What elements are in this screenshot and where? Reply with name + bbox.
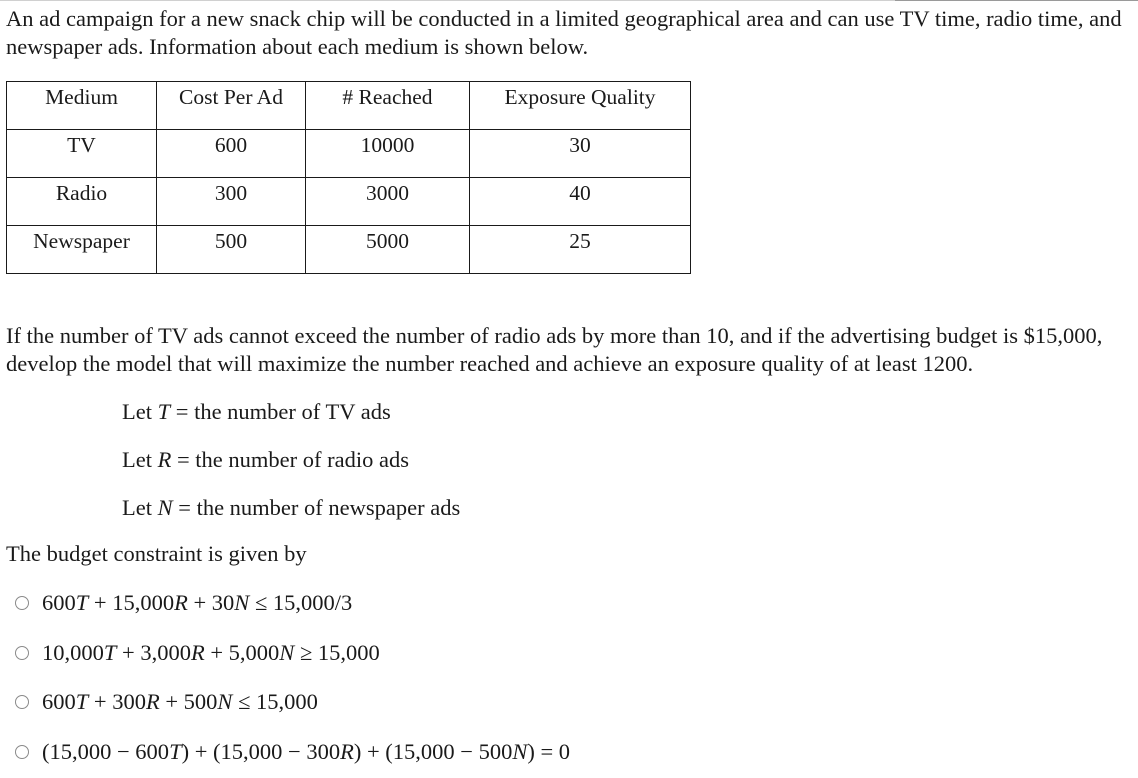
definition-text: = the number of newspaper ads (172, 495, 461, 520)
radio-button[interactable] (15, 646, 29, 660)
answer-option-1[interactable] (15, 589, 352, 617)
table-cell: 300 (157, 178, 306, 226)
option-label: 600T + 300R + 500N ≤ 15,000 (42, 689, 318, 714)
table-header-cell: Cost Per Ad (157, 82, 306, 130)
option-label: (15,000 − 600T) + (15,000 − 300R) + (15,000 − 500N) = 0 (42, 739, 571, 764)
table-cell: 500 (157, 226, 306, 274)
option-label: 600T + 15,000R + 30N ≤ 15,000/3 (42, 590, 353, 615)
definition-r (122, 446, 409, 474)
table-cell: 3000 (306, 178, 470, 226)
variable-symbol: N (157, 495, 173, 520)
definition-prefix: Let (122, 495, 158, 520)
answer-option-2[interactable] (15, 639, 380, 667)
table-cell: 25 (470, 226, 691, 274)
table-header-cell: # Reached (306, 82, 470, 130)
table-cell: Newspaper (7, 226, 157, 274)
table-row (7, 178, 691, 226)
definition-prefix: Let (122, 399, 158, 424)
table-row (7, 226, 691, 274)
definition-prefix: Let (122, 447, 158, 472)
table-cell: 30 (470, 130, 691, 178)
top-border-accent (895, 0, 1138, 1)
problem-intro: An ad campaign for a new snack chip will be conducted in a limited geographical area and can use TV time, radio time, and newspaper ads. Information about each medium is shown below. (6, 6, 1122, 59)
variable-symbol: R (157, 447, 172, 472)
table-cell: 600 (157, 130, 306, 178)
problem-question: If the number of TV ads cannot exceed the number of radio ads by more than 10, and if the advertising budget is $15,000, develop the model that will maximize the number reached and achieve an exposure quality of at least 1200. (6, 323, 1103, 376)
definition-n (122, 494, 460, 522)
answer-option-3[interactable] (15, 688, 318, 716)
definition-text: = the number of radio ads (171, 447, 409, 472)
table-cell: 40 (470, 178, 691, 226)
table-cell: TV (7, 130, 157, 178)
option-label: 10,000T + 3,000R + 5,000N ≥ 15,000 (42, 640, 380, 665)
definition-t (122, 398, 391, 426)
table-cell: 10000 (306, 130, 470, 178)
table-row (7, 130, 691, 178)
table-header-cell: Exposure Quality (470, 82, 691, 130)
top-border-line (0, 0, 1138, 1)
table-cell: 5000 (306, 226, 470, 274)
radio-button[interactable] (15, 596, 29, 610)
media-info-table (6, 81, 691, 274)
answer-option-4[interactable] (15, 738, 570, 766)
radio-button[interactable] (15, 695, 29, 709)
table-header-row (7, 82, 691, 130)
question-prompt: The budget constraint is given by (6, 541, 307, 566)
variable-symbol: T (157, 399, 171, 424)
definition-text: = the number of TV ads (170, 399, 391, 424)
radio-button[interactable] (15, 745, 29, 759)
table-cell: Radio (7, 178, 157, 226)
table-header-cell: Medium (7, 82, 157, 130)
